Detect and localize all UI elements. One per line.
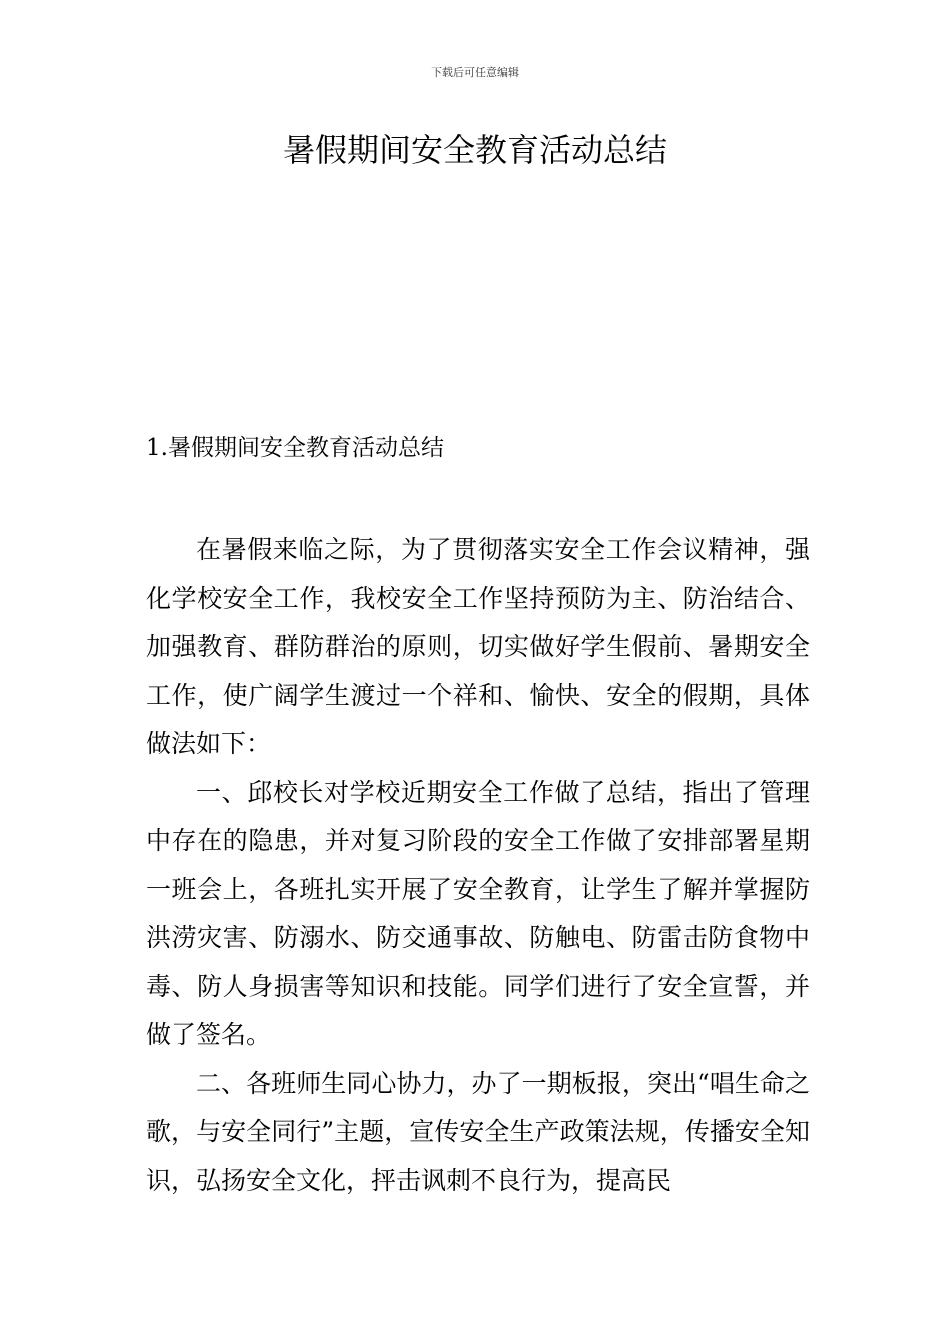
paragraph-item-2: 二、各班师生同心协力，办了一期板报，突出“唱生命之歌，与安全同行”主题，宣传安全生产政策法规，传播安全知识，弘扬安全文化，抨击讽刺不良行为，提高民 bbox=[146, 1068, 810, 1195]
paragraph-item-1: 一、邱校长对学校近期安全工作做了总结，指出了管理中存在的隐患，并对复习阶段的安全工作做了安排部署星期一班会上，各班扎实开展了安全教育，让学生了解并掌握防洪涝灾害、防溺水、防交通事故、防触电、防雷击防食物中毒、防人身损害等知识和技能。同学们进行了安全宣誓，并做了签名。 bbox=[146, 777, 810, 1049]
body-text bbox=[146, 526, 810, 1205]
page-header-note: 下载后可任意编辑 bbox=[431, 66, 519, 79]
paragraph-intro: 在暑假来临之际，为了贯彻落实安全工作会议精神，强化学校安全工作，我校安全工作坚持预防为主、防治结合、加强教育、群防群治的原则，切实做好学生假前、暑期安全工作，使广阔学生渡过一个祥和、愉快、安全的假期，具体做法如下： bbox=[146, 535, 810, 758]
document-title: 暑假期间安全教育活动总结 bbox=[282, 131, 667, 169]
section-heading: 1.暑假期间安全教育活动总结 bbox=[146, 435, 444, 461]
